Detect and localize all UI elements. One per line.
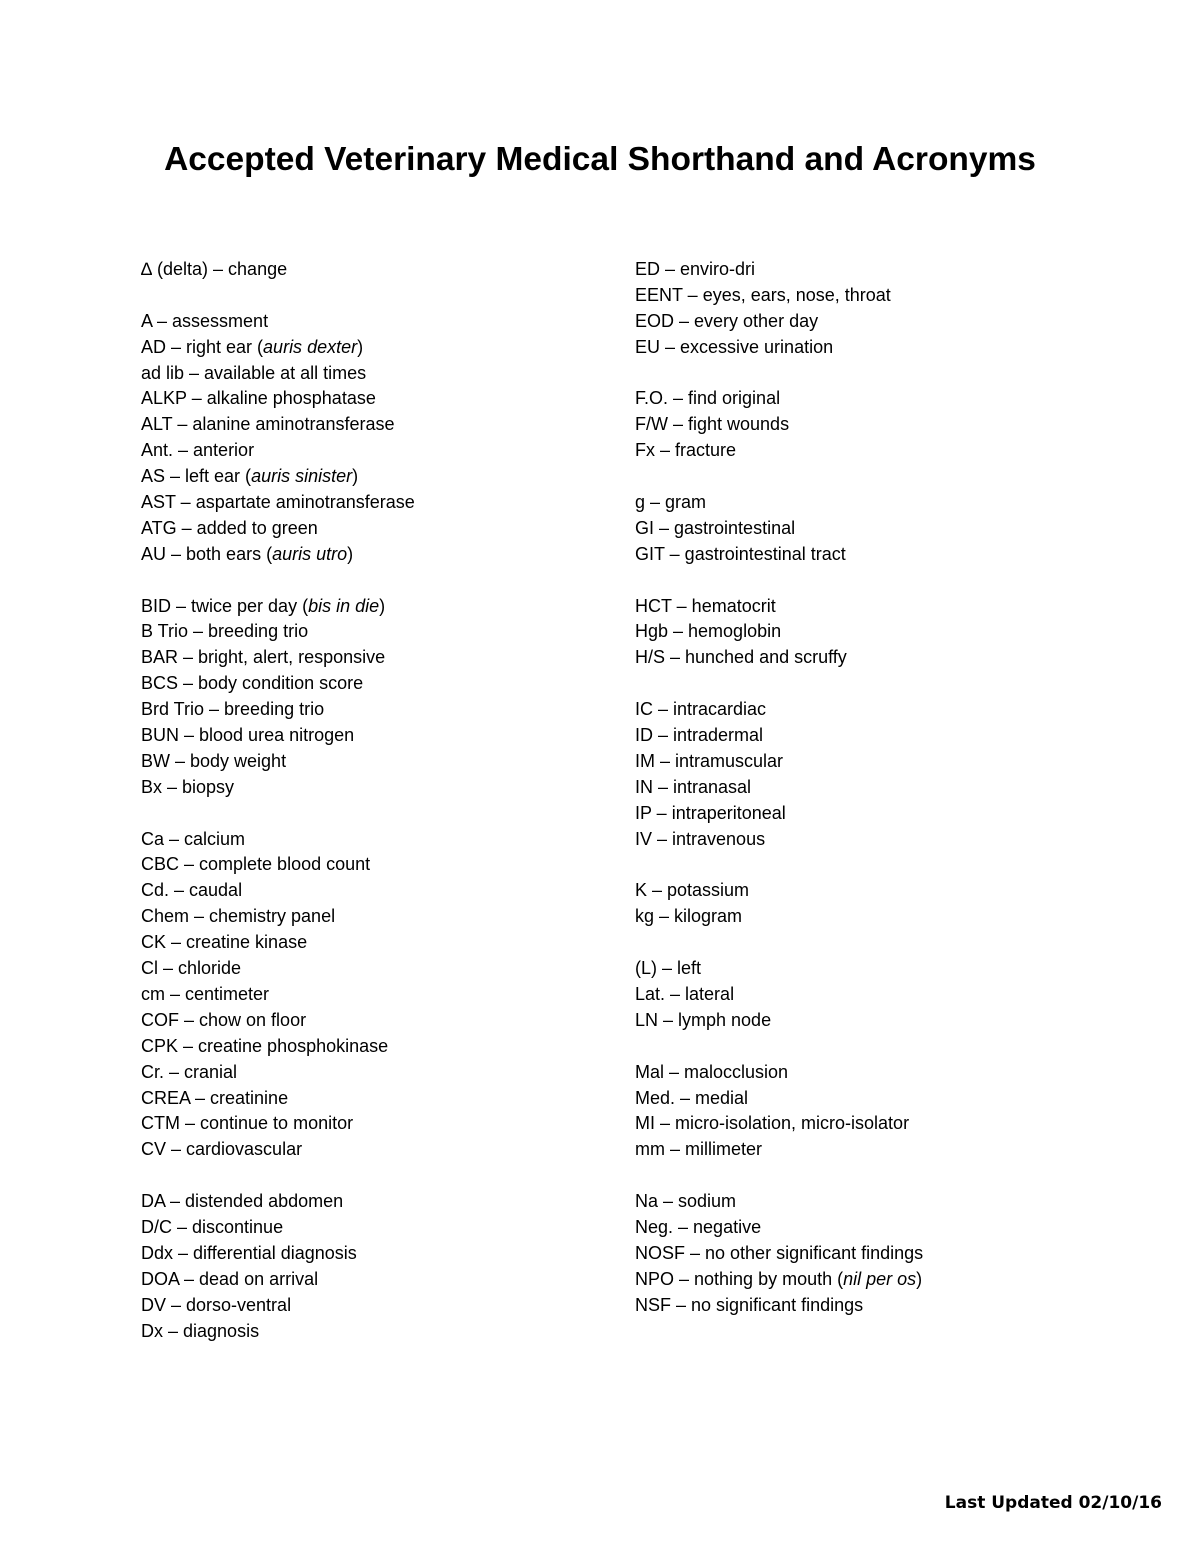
glossary-entry	[635, 1267, 923, 1293]
glossary-entry	[635, 438, 923, 464]
entry-text: EENT – eyes, ears, nose, throat	[635, 284, 891, 305]
glossary-entry	[635, 542, 923, 568]
entry-text: F/W – fight wounds	[635, 414, 790, 435]
glossary-entry	[141, 594, 415, 620]
entry-text: )	[916, 1268, 923, 1289]
entry-text: )	[352, 466, 359, 487]
glossary-entry	[635, 412, 923, 438]
entry-text: CTM – continue to monitor	[141, 1113, 354, 1134]
entry-text: ID – intradermal	[635, 725, 764, 746]
glossary-entry	[635, 775, 923, 801]
entry-text: Bx – biopsy	[141, 776, 235, 797]
glossary-entry	[635, 697, 923, 723]
glossary-entry	[141, 1111, 415, 1137]
glossary-entry	[141, 749, 415, 775]
entry-text: Med. – medial	[635, 1087, 749, 1108]
entry-text: IV – intravenous	[635, 828, 766, 849]
glossary-entry	[141, 542, 415, 568]
glossary-entry	[635, 1137, 923, 1163]
glossary-entry	[635, 827, 923, 853]
entry-text: Cd. – caudal	[141, 880, 243, 901]
entry-text: DV – dorso-ventral	[141, 1294, 292, 1315]
entry-text: A – assessment	[141, 310, 269, 331]
group-spacer	[141, 1163, 415, 1189]
entry-text: CV – cardiovascular	[141, 1139, 303, 1160]
glossary-entry	[635, 723, 923, 749]
entry-text: EOD – every other day	[635, 310, 819, 331]
glossary-entry	[635, 1060, 923, 1086]
glossary-entry	[141, 645, 415, 671]
entry-text: Chem – chemistry panel	[141, 906, 336, 927]
glossary-entry	[141, 412, 415, 438]
glossary-entry	[141, 464, 415, 490]
entry-text: GI – gastrointestinal	[635, 517, 796, 538]
glossary-entry	[141, 1215, 415, 1241]
glossary-entry	[141, 335, 415, 361]
entry-text: ad lib – available at all times	[141, 362, 367, 383]
group-spacer	[141, 283, 415, 309]
entry-text: Ca – calcium	[141, 828, 246, 849]
entry-text: LN – lymph node	[635, 1009, 772, 1030]
glossary-entry	[141, 516, 415, 542]
glossary-entry	[635, 1086, 923, 1112]
glossary-entry	[141, 827, 415, 853]
group-spacer	[635, 671, 923, 697]
entry-text: BID – twice per day (	[141, 595, 309, 616]
entry-text: D/C – discontinue	[141, 1216, 284, 1237]
glossary-entry	[635, 904, 923, 930]
entry-text: K – potassium	[635, 880, 750, 901]
glossary-entry	[635, 1111, 923, 1137]
entry-text: NSF – no significant findings	[635, 1294, 864, 1315]
entry-text: B Trio – breeding trio	[141, 621, 309, 642]
entry-text: Fx – fracture	[635, 440, 737, 461]
glossary-entry	[141, 982, 415, 1008]
glossary-entry	[141, 723, 415, 749]
group-spacer	[635, 1034, 923, 1060]
group-spacer	[635, 930, 923, 956]
glossary-entry	[635, 749, 923, 775]
entry-text: )	[347, 543, 354, 564]
glossary-entry	[635, 516, 923, 542]
glossary-entry	[635, 619, 923, 645]
entry-text: HCT – hematocrit	[635, 595, 776, 616]
glossary-entry	[635, 801, 923, 827]
entry-text: MI – micro-isolation, micro-isolator	[635, 1113, 910, 1134]
glossary-entry	[141, 619, 415, 645]
entry-text: g – gram	[635, 492, 707, 513]
latin-term: auris sinister	[251, 466, 353, 487]
entry-text: Neg. – negative	[635, 1216, 762, 1237]
glossary-entry	[635, 982, 923, 1008]
glossary-entry	[141, 1241, 415, 1267]
glossary-entry	[635, 594, 923, 620]
latin-term: auris utro	[272, 543, 348, 564]
glossary-entry	[141, 257, 415, 283]
entry-text: Na – sodium	[635, 1191, 737, 1212]
glossary-entry	[141, 775, 415, 801]
entry-text: CK – creatine kinase	[141, 932, 308, 953]
latin-term: auris dexter	[263, 336, 358, 357]
glossary-entry	[141, 1060, 415, 1086]
glossary-entry	[141, 904, 415, 930]
group-spacer	[635, 361, 923, 387]
entry-text: IC – intracardiac	[635, 699, 767, 720]
entry-text: F.O. – find original	[635, 388, 781, 409]
right-column	[635, 257, 923, 1319]
glossary-entry	[635, 1241, 923, 1267]
glossary-entry	[635, 1008, 923, 1034]
glossary-entry	[141, 1293, 415, 1319]
glossary-entry	[141, 361, 415, 387]
glossary-entry	[635, 1189, 923, 1215]
glossary-entry	[141, 956, 415, 982]
glossary-entry	[635, 386, 923, 412]
entry-text: AST – aspartate aminotransferase	[141, 492, 415, 513]
group-spacer	[635, 1163, 923, 1189]
entry-text: CREA – creatinine	[141, 1087, 289, 1108]
group-spacer	[141, 568, 415, 594]
entry-text: kg – kilogram	[635, 906, 743, 927]
last-updated-footer: Last Updated 02/10/16	[944, 1493, 1162, 1513]
glossary-entry	[141, 671, 415, 697]
latin-term: bis in die	[308, 595, 380, 616]
entry-text: IM – intramuscular	[635, 750, 784, 771]
entry-text: BAR – bright, alert, responsive	[141, 647, 386, 668]
glossary-entry	[141, 438, 415, 464]
entry-text: Hgb – hemoglobin	[635, 621, 782, 642]
group-spacer	[635, 852, 923, 878]
glossary-entry	[635, 309, 923, 335]
page-title: Accepted Veterinary Medical Shorthand and Acronyms	[164, 141, 1036, 178]
glossary-entry	[635, 490, 923, 516]
entry-text: ∆ (delta) – change	[141, 259, 288, 279]
entry-text: ED – enviro-dri	[635, 259, 756, 279]
entry-text: CPK – creatine phosphokinase	[141, 1035, 389, 1056]
entry-text: ALT – alanine aminotransferase	[141, 414, 395, 435]
glossary-entry	[141, 1086, 415, 1112]
entry-text: BCS – body condition score	[141, 673, 364, 694]
left-column	[141, 257, 415, 1344]
glossary-entry	[635, 645, 923, 671]
entry-text: mm – millimeter	[635, 1139, 763, 1160]
entry-text: BUN – blood urea nitrogen	[141, 725, 355, 746]
glossary-entry	[635, 335, 923, 361]
glossary-entry	[141, 1034, 415, 1060]
entry-text: EU – excessive urination	[635, 336, 834, 357]
group-spacer	[635, 464, 923, 490]
group-spacer	[635, 568, 923, 594]
entry-text: CBC – complete blood count	[141, 854, 371, 875]
glossary-entry	[635, 878, 923, 904]
entry-text: IN – intranasal	[635, 776, 752, 797]
entry-text: H/S – hunched and scruffy	[635, 647, 847, 668]
glossary-entry	[141, 1189, 415, 1215]
latin-term: nil per os	[843, 1268, 917, 1289]
entry-text: Lat. – lateral	[635, 983, 735, 1004]
entry-text: COF – chow on floor	[141, 1009, 307, 1030]
glossary-entry	[141, 852, 415, 878]
glossary-entry	[141, 309, 415, 335]
glossary-entry	[141, 1319, 415, 1345]
glossary-entry	[141, 1137, 415, 1163]
entry-text: IP – intraperitoneal	[635, 802, 786, 823]
entry-text: DOA – dead on arrival	[141, 1268, 319, 1289]
entry-text: NPO – nothing by mouth (	[635, 1268, 844, 1289]
entry-text: AD – right ear (	[141, 336, 264, 357]
entry-text: ATG – added to green	[141, 517, 318, 538]
glossary-entry	[635, 257, 923, 283]
glossary-entry	[141, 930, 415, 956]
glossary-entry	[141, 878, 415, 904]
entry-text: )	[357, 336, 364, 357]
entry-text: )	[379, 595, 386, 616]
glossary-entry	[141, 490, 415, 516]
entry-text: Ddx – differential diagnosis	[141, 1242, 357, 1263]
entry-text: Ant. – anterior	[141, 440, 255, 461]
entry-text: Mal – malocclusion	[635, 1061, 789, 1082]
glossary-entry	[141, 386, 415, 412]
entry-text: (L) – left	[635, 958, 702, 979]
entry-text: Dx – diagnosis	[141, 1320, 260, 1341]
glossary-entry	[141, 1267, 415, 1293]
entry-text: NOSF – no other significant findings	[635, 1242, 924, 1263]
entry-text: Cl – chloride	[141, 958, 242, 979]
entry-text: Brd Trio – breeding trio	[141, 699, 325, 720]
glossary-entry	[635, 956, 923, 982]
glossary-entry	[635, 283, 923, 309]
entry-text: DA – distended abdomen	[141, 1191, 344, 1212]
glossary-entry	[635, 1293, 923, 1319]
entry-text: cm – centimeter	[141, 983, 270, 1004]
entry-text: AU – both ears (	[141, 543, 273, 564]
glossary-entry	[141, 697, 415, 723]
entry-text: AS – left ear (	[141, 466, 252, 487]
entry-text: Cr. – cranial	[141, 1061, 238, 1082]
glossary-entry	[635, 1215, 923, 1241]
entry-text: GIT – gastrointestinal tract	[635, 543, 846, 564]
entry-text: ALKP – alkaline phosphatase	[141, 388, 376, 409]
glossary-entry	[141, 1008, 415, 1034]
entry-text: BW – body weight	[141, 750, 287, 771]
group-spacer	[141, 801, 415, 827]
